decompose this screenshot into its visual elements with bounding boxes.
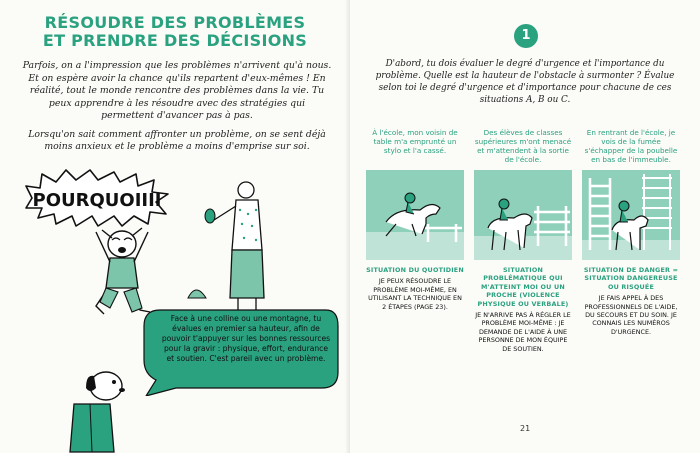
situation-caption: En rentrant de l'école, je vois de la fumée s'échapper de la poubelle en bas de l'immeuble. [584,128,678,164]
situation-column-c [582,128,680,336]
situation-label: SITUATION DE DANGER = SITUATION DANGEREUSE OU RISQUÉE [583,266,679,291]
situation-label: SITUATION DU QUOTIDIEN [366,266,464,274]
situation-body: JE FAIS APPEL À DES PROFESSIONNELS DE L'AIDE, DU SECOURS ET DU SOIN. JE CONNAIS LES NUMÉROS D'URGENCE. [584,294,678,336]
intro-paragraph-2: Lorsqu'on sait comment affronter un problème, on se sent déjà moins anxieux et le problème a moins d'emprise sur soi. [28,128,326,152]
horse-jump-panel-low [366,170,464,260]
shout-text: POURQUOIIII [32,190,162,211]
situation-label: SITUATION PROBLÉMATIQUE QUI M'ATTEINT MOI OU UN PROCHE (VIOLENCE PHYSIQUE OU VERBALE) [477,266,569,308]
situation-column-a [366,128,464,311]
intro-paragraph-1: Parfois, on a l'impression que les problèmes n'arrivent qu'à nous. Et on espère avoir la chance qu'ils repartent d'eux-mêmes ! En réalité, tout le monde rencontre des problèmes dans la vie. Tu peux apprendre à les résoudre avec des stratégies qui permettent d'avancer pas à pas. [22,60,332,121]
page-title [30,14,320,50]
title-line-2: ET PRENDRE DES DÉCISIONS [42,31,308,50]
speech-bubble-text: Face à une colline ou une montagne, tu évalues en premier sa hauteur, afin de pouvoir t'appuyer sur les bonnes ressources pour la gravir : physique, effort, endurance et soutien. C'est pareil avec un problème. [161,314,331,363]
horse-jump-panel-medium [474,170,572,260]
horse-jump-medium-icon [474,170,572,260]
horse-jump-panel-high [582,170,680,260]
page-number: 21 [520,424,531,433]
dog-illustration [60,360,144,453]
situation-caption: À l'école, mon voisin de table m'a emprunté un stylo et l'a cassé. [372,128,458,155]
step-intro-text: D'abord, tu dois évaluer le degré d'urgence et l'importance du problème. Quelle est la hauteur de l'obstacle à surmonter ? Évalue selon toi le degré d'urgence et d'importance pour chacune de ces situations A, B ou C. [375,59,675,105]
situation-column-b [474,128,572,353]
horse-jump-low-icon [366,170,464,260]
step-number-badge: 1 [514,24,538,48]
situation-body: JE N'ARRIVE PAS À RÉGLER LE PROBLÈME MOI-MÊME : JE DEMANDE DE L'AIDE À UNE PERSONNE DE MON ÉQUIPE DE SOUTIEN. [475,311,571,353]
adult-woman-illustration [200,180,280,320]
situation-body: JE PEUX RÉSOUDRE LE PROBLÈME MOI-MÊME, EN UTILISANT LA TECHNIQUE EN 2 ÉTAPES (PAGE 23). [368,277,462,311]
situation-caption: Des élèves de classes supérieures m'ont menacé et m'attendent à la sortie de l'école. [474,128,572,164]
right-page [350,0,700,453]
intro-text [22,60,332,160]
shout-bubble-illustration [22,168,172,230]
title-line-1: RÉSOUDRE DES PROBLÈMES [44,13,306,32]
horse-jump-high-icon [582,170,680,260]
